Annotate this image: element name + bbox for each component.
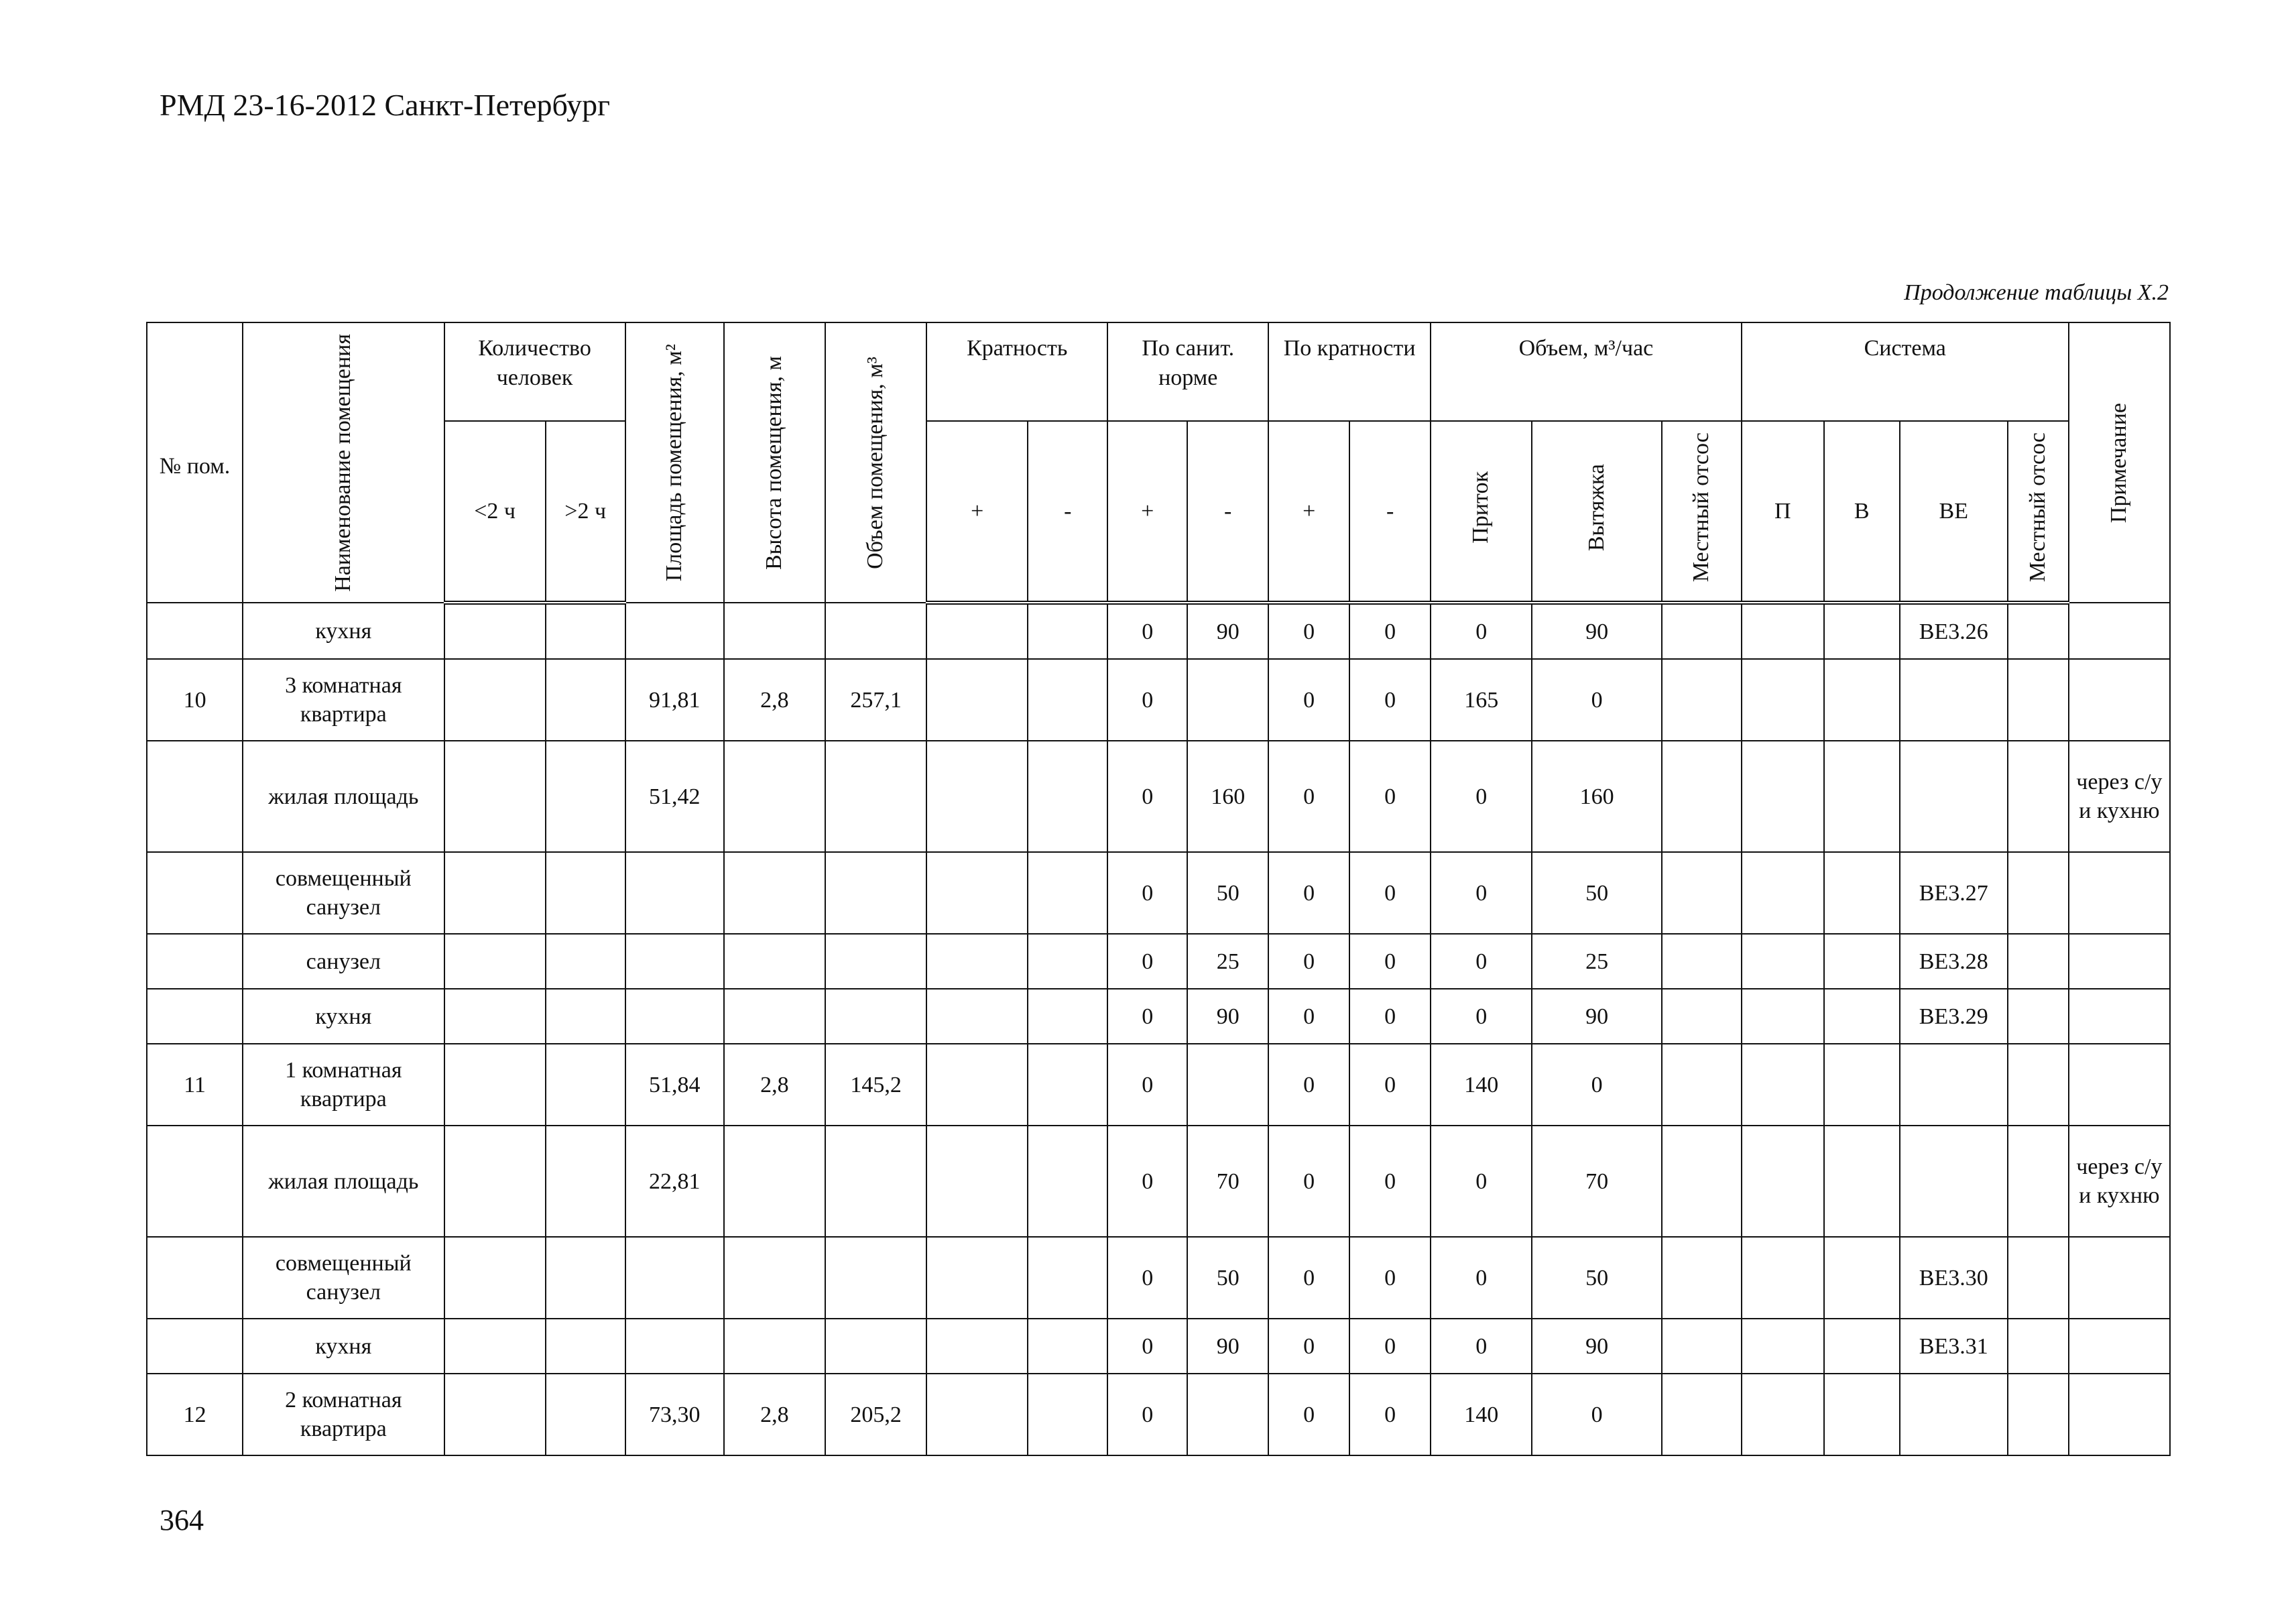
table-header	[147, 322, 2170, 603]
system-p-cell	[1742, 1126, 1824, 1237]
bymult-plus-cell: 0	[1268, 603, 1349, 659]
bymult-plus-cell: 0	[1268, 1126, 1349, 1237]
inflow-cell: 140	[1431, 1374, 1532, 1455]
area-cell: 73,30	[625, 1374, 724, 1455]
people-lt2-cell	[444, 934, 546, 989]
system-ve-cell	[1900, 1374, 2008, 1455]
note-cell	[2069, 1237, 2170, 1319]
system-local-cell	[2008, 989, 2069, 1044]
room-number-cell	[147, 1237, 243, 1319]
local-exhaust-cell	[1662, 603, 1742, 659]
room-number-cell: 11	[147, 1044, 243, 1126]
system-p-cell	[1742, 1319, 1824, 1374]
note-cell	[2069, 603, 2170, 659]
area-cell	[625, 934, 724, 989]
people-gt2-cell	[546, 659, 625, 741]
bymult-plus-cell: 0	[1268, 989, 1349, 1044]
mult-plus-cell	[926, 1237, 1028, 1319]
mult-minus-cell	[1028, 852, 1107, 934]
table-row	[147, 603, 2170, 659]
mult-plus-cell	[926, 603, 1028, 659]
note-cell	[2069, 1374, 2170, 1455]
area-cell	[625, 603, 724, 659]
bymult-minus-cell: 0	[1349, 659, 1431, 741]
exhaust-cell: 70	[1532, 1126, 1662, 1237]
system-ve-cell	[1900, 741, 2008, 852]
local-exhaust-cell	[1662, 852, 1742, 934]
table-row	[147, 852, 2170, 934]
bymult-plus-cell: 0	[1268, 659, 1349, 741]
system-local-cell	[2008, 1126, 2069, 1237]
inflow-cell: 0	[1431, 934, 1532, 989]
san-plus-cell: 0	[1107, 1126, 1187, 1237]
volume-cell	[825, 1319, 926, 1374]
system-v-cell	[1824, 852, 1900, 934]
exhaust-cell: 50	[1532, 852, 1662, 934]
people-lt2-cell	[444, 1044, 546, 1126]
san-minus-cell: 90	[1187, 603, 1268, 659]
san-minus-cell	[1187, 1044, 1268, 1126]
exhaust-cell: 90	[1532, 989, 1662, 1044]
local-exhaust-cell	[1662, 1319, 1742, 1374]
bymult-minus-cell: 0	[1349, 1374, 1431, 1455]
bymult-minus-cell: 0	[1349, 741, 1431, 852]
system-v-cell	[1824, 741, 1900, 852]
table-row	[147, 1374, 2170, 1455]
system-v-cell	[1824, 1319, 1900, 1374]
system-local-cell	[2008, 1374, 2069, 1455]
header-local-exhaust: Местный отсос	[1662, 421, 1742, 603]
people-lt2-cell	[444, 741, 546, 852]
height-cell	[724, 1319, 825, 1374]
san-minus-cell: 90	[1187, 989, 1268, 1044]
san-plus-cell: 0	[1107, 1237, 1187, 1319]
table-row	[147, 934, 2170, 989]
system-v-cell	[1824, 934, 1900, 989]
room-number-cell	[147, 852, 243, 934]
san-minus-cell: 90	[1187, 1319, 1268, 1374]
exhaust-cell: 25	[1532, 934, 1662, 989]
area-cell: 51,84	[625, 1044, 724, 1126]
mult-minus-cell	[1028, 1237, 1107, 1319]
inflow-cell: 0	[1431, 1319, 1532, 1374]
system-ve-cell	[1900, 1044, 2008, 1126]
volume-cell: 257,1	[825, 659, 926, 741]
room-name-cell: кухня	[243, 603, 444, 659]
people-gt2-cell	[546, 1237, 625, 1319]
local-exhaust-cell	[1662, 1044, 1742, 1126]
people-gt2-cell	[546, 1126, 625, 1237]
mult-plus-cell	[926, 659, 1028, 741]
header-room-name: Наименование помещения	[243, 322, 444, 603]
san-plus-cell: 0	[1107, 659, 1187, 741]
bymult-plus-cell: 0	[1268, 852, 1349, 934]
volume-cell	[825, 1237, 926, 1319]
mult-plus-cell	[926, 1374, 1028, 1455]
inflow-cell: 165	[1431, 659, 1532, 741]
bymult-minus-cell: 0	[1349, 1319, 1431, 1374]
table-continuation-caption: Продолжение таблицы X.2	[1904, 280, 2169, 305]
people-gt2-cell	[546, 741, 625, 852]
system-p-cell	[1742, 852, 1824, 934]
system-p-cell	[1742, 989, 1824, 1044]
table-row	[147, 989, 2170, 1044]
system-local-cell	[2008, 741, 2069, 852]
header-inflow: Приток	[1431, 421, 1532, 603]
inflow-cell: 0	[1431, 1126, 1532, 1237]
header-air-volume: Объем, м³/час	[1431, 322, 1742, 421]
mult-minus-cell	[1028, 934, 1107, 989]
table-row	[147, 1126, 2170, 1237]
exhaust-cell: 0	[1532, 659, 1662, 741]
san-minus-cell	[1187, 659, 1268, 741]
people-lt2-cell	[444, 852, 546, 934]
mult-minus-cell	[1028, 989, 1107, 1044]
local-exhaust-cell	[1662, 659, 1742, 741]
bymult-plus-cell: 0	[1268, 1044, 1349, 1126]
height-cell	[724, 741, 825, 852]
header-people-lt2: <2 ч	[444, 421, 546, 603]
people-lt2-cell	[444, 1126, 546, 1237]
mult-minus-cell	[1028, 741, 1107, 852]
system-p-cell	[1742, 1374, 1824, 1455]
volume-cell	[825, 989, 926, 1044]
note-cell: через с/у и кухню	[2069, 741, 2170, 852]
people-lt2-cell	[444, 603, 546, 659]
room-number-cell	[147, 934, 243, 989]
room-name-cell: 1 комнатная квартира	[243, 1044, 444, 1126]
system-local-cell	[2008, 659, 2069, 741]
san-plus-cell: 0	[1107, 1319, 1187, 1374]
exhaust-cell: 90	[1532, 1319, 1662, 1374]
bymult-minus-cell: 0	[1349, 989, 1431, 1044]
system-p-cell	[1742, 741, 1824, 852]
local-exhaust-cell	[1662, 741, 1742, 852]
exhaust-cell: 0	[1532, 1374, 1662, 1455]
height-cell	[724, 1237, 825, 1319]
mult-minus-cell	[1028, 1126, 1107, 1237]
room-name-cell: кухня	[243, 1319, 444, 1374]
area-cell: 51,42	[625, 741, 724, 852]
san-plus-cell: 0	[1107, 852, 1187, 934]
system-local-cell	[2008, 934, 2069, 989]
header-mult-minus: -	[1028, 421, 1107, 603]
note-cell	[2069, 659, 2170, 741]
room-number-cell	[147, 603, 243, 659]
room-number-cell: 12	[147, 1374, 243, 1455]
bymult-plus-cell: 0	[1268, 1237, 1349, 1319]
header-mult-plus: +	[926, 421, 1028, 603]
room-number-cell	[147, 1126, 243, 1237]
exhaust-cell: 50	[1532, 1237, 1662, 1319]
system-local-cell	[2008, 1319, 2069, 1374]
system-v-cell	[1824, 603, 1900, 659]
mult-minus-cell	[1028, 1374, 1107, 1455]
system-local-cell	[2008, 1044, 2069, 1126]
system-v-cell	[1824, 1044, 1900, 1126]
header-bymult-plus: +	[1268, 421, 1349, 603]
local-exhaust-cell	[1662, 989, 1742, 1044]
bymult-plus-cell: 0	[1268, 1374, 1349, 1455]
system-v-cell	[1824, 1126, 1900, 1237]
system-v-cell	[1824, 1374, 1900, 1455]
note-cell	[2069, 852, 2170, 934]
bymult-minus-cell: 0	[1349, 852, 1431, 934]
san-minus-cell: 50	[1187, 1237, 1268, 1319]
people-gt2-cell	[546, 1319, 625, 1374]
bymult-minus-cell: 0	[1349, 603, 1431, 659]
mult-minus-cell	[1028, 603, 1107, 659]
mult-minus-cell	[1028, 1044, 1107, 1126]
note-cell	[2069, 1044, 2170, 1126]
page-number: 364	[160, 1504, 204, 1537]
volume-cell	[825, 934, 926, 989]
people-gt2-cell	[546, 1044, 625, 1126]
mult-plus-cell	[926, 989, 1028, 1044]
bymult-plus-cell: 0	[1268, 934, 1349, 989]
area-cell: 22,81	[625, 1126, 724, 1237]
people-lt2-cell	[444, 989, 546, 1044]
people-lt2-cell	[444, 659, 546, 741]
bymult-minus-cell: 0	[1349, 934, 1431, 989]
ventilation-table	[146, 322, 2171, 1456]
system-v-cell	[1824, 989, 1900, 1044]
header-by-multiplicity: По кратности	[1268, 322, 1431, 421]
header-exhaust: Вытяжка	[1532, 421, 1662, 603]
system-p-cell	[1742, 1237, 1824, 1319]
table-body	[147, 603, 2170, 1455]
header-san-plus: +	[1107, 421, 1187, 603]
people-gt2-cell	[546, 852, 625, 934]
area-cell: 91,81	[625, 659, 724, 741]
height-cell: 2,8	[724, 659, 825, 741]
people-gt2-cell	[546, 603, 625, 659]
local-exhaust-cell	[1662, 1237, 1742, 1319]
room-number-cell: 10	[147, 659, 243, 741]
header-system-v: В	[1824, 421, 1900, 603]
header-system-ve: ВЕ	[1900, 421, 2008, 603]
note-cell	[2069, 989, 2170, 1044]
san-plus-cell: 0	[1107, 741, 1187, 852]
san-plus-cell: 0	[1107, 934, 1187, 989]
people-gt2-cell	[546, 1374, 625, 1455]
inflow-cell: 140	[1431, 1044, 1532, 1126]
table-row	[147, 741, 2170, 852]
bymult-minus-cell: 0	[1349, 1044, 1431, 1126]
bymult-plus-cell: 0	[1268, 741, 1349, 852]
san-minus-cell: 25	[1187, 934, 1268, 989]
room-name-cell: жилая площадь	[243, 1126, 444, 1237]
san-minus-cell: 50	[1187, 852, 1268, 934]
system-ve-cell: ВЕ3.26	[1900, 603, 2008, 659]
san-minus-cell: 160	[1187, 741, 1268, 852]
system-ve-cell	[1900, 1126, 2008, 1237]
volume-cell	[825, 1126, 926, 1237]
header-people-gt2: >2 ч	[546, 421, 625, 603]
bymult-minus-cell: 0	[1349, 1126, 1431, 1237]
local-exhaust-cell	[1662, 1126, 1742, 1237]
people-gt2-cell	[546, 934, 625, 989]
inflow-cell: 0	[1431, 603, 1532, 659]
header-people-count: Количество человек	[444, 322, 625, 421]
volume-cell: 145,2	[825, 1044, 926, 1126]
volume-cell	[825, 741, 926, 852]
people-lt2-cell	[444, 1319, 546, 1374]
mult-plus-cell	[926, 1044, 1028, 1126]
inflow-cell: 0	[1431, 1237, 1532, 1319]
system-p-cell	[1742, 1044, 1824, 1126]
height-cell	[724, 603, 825, 659]
room-number-cell	[147, 1319, 243, 1374]
area-cell	[625, 1319, 724, 1374]
table-row	[147, 1319, 2170, 1374]
table-row	[147, 1044, 2170, 1126]
room-name-cell: совмещенный санузел	[243, 1237, 444, 1319]
system-local-cell	[2008, 852, 2069, 934]
note-cell	[2069, 934, 2170, 989]
system-ve-cell	[1900, 659, 2008, 741]
room-name-cell: жилая площадь	[243, 741, 444, 852]
table-row	[147, 659, 2170, 741]
header-system-local: Местный отсос	[2008, 421, 2069, 603]
area-cell	[625, 1237, 724, 1319]
header-volume: Объем помещения, м³	[825, 322, 926, 603]
mult-minus-cell	[1028, 1319, 1107, 1374]
header-height: Высота помещения, м	[724, 322, 825, 603]
san-plus-cell: 0	[1107, 989, 1187, 1044]
area-cell	[625, 989, 724, 1044]
system-local-cell	[2008, 603, 2069, 659]
system-local-cell	[2008, 1237, 2069, 1319]
system-ve-cell: ВЕ3.27	[1900, 852, 2008, 934]
room-name-cell: 3 комнатная квартира	[243, 659, 444, 741]
system-v-cell	[1824, 659, 1900, 741]
mult-plus-cell	[926, 741, 1028, 852]
system-ve-cell: ВЕ3.31	[1900, 1319, 2008, 1374]
san-minus-cell	[1187, 1374, 1268, 1455]
san-minus-cell: 70	[1187, 1126, 1268, 1237]
height-cell	[724, 852, 825, 934]
header-san-minus: -	[1187, 421, 1268, 603]
san-plus-cell: 0	[1107, 1374, 1187, 1455]
exhaust-cell: 90	[1532, 603, 1662, 659]
inflow-cell: 0	[1431, 852, 1532, 934]
system-ve-cell: ВЕ3.29	[1900, 989, 2008, 1044]
height-cell: 2,8	[724, 1044, 825, 1126]
system-v-cell	[1824, 1237, 1900, 1319]
system-ve-cell: ВЕ3.28	[1900, 934, 2008, 989]
volume-cell: 205,2	[825, 1374, 926, 1455]
system-p-cell	[1742, 934, 1824, 989]
height-cell	[724, 934, 825, 989]
volume-cell	[825, 603, 926, 659]
header-system: Система	[1742, 322, 2069, 421]
exhaust-cell: 0	[1532, 1044, 1662, 1126]
header-room-number: № пом.	[147, 322, 243, 603]
people-lt2-cell	[444, 1374, 546, 1455]
local-exhaust-cell	[1662, 1374, 1742, 1455]
header-sanitary-norm: По санит. норме	[1107, 322, 1268, 421]
mult-plus-cell	[926, 852, 1028, 934]
san-plus-cell: 0	[1107, 1044, 1187, 1126]
bymult-plus-cell: 0	[1268, 1319, 1349, 1374]
exhaust-cell: 160	[1532, 741, 1662, 852]
room-name-cell: санузел	[243, 934, 444, 989]
inflow-cell: 0	[1431, 989, 1532, 1044]
system-p-cell	[1742, 659, 1824, 741]
room-name-cell: кухня	[243, 989, 444, 1044]
mult-plus-cell	[926, 1126, 1028, 1237]
table-row	[147, 1237, 2170, 1319]
people-lt2-cell	[444, 1237, 546, 1319]
inflow-cell: 0	[1431, 741, 1532, 852]
mult-plus-cell	[926, 934, 1028, 989]
local-exhaust-cell	[1662, 934, 1742, 989]
note-cell	[2069, 1319, 2170, 1374]
people-gt2-cell	[546, 989, 625, 1044]
volume-cell	[825, 852, 926, 934]
note-cell: через с/у и кухню	[2069, 1126, 2170, 1237]
header-system-p: П	[1742, 421, 1824, 603]
height-cell	[724, 989, 825, 1044]
header-bymult-minus: -	[1349, 421, 1431, 603]
height-cell	[724, 1126, 825, 1237]
mult-plus-cell	[926, 1319, 1028, 1374]
room-number-cell	[147, 741, 243, 852]
system-p-cell	[1742, 603, 1824, 659]
header-note: Примечание	[2069, 322, 2170, 603]
room-name-cell: 2 комнатная квартира	[243, 1374, 444, 1455]
system-ve-cell: ВЕ3.30	[1900, 1237, 2008, 1319]
mult-minus-cell	[1028, 659, 1107, 741]
height-cell: 2,8	[724, 1374, 825, 1455]
san-plus-cell: 0	[1107, 603, 1187, 659]
header-multiplicity: Кратность	[926, 322, 1107, 421]
document-title: РМД 23-16-2012 Санкт-Петербург	[160, 88, 611, 122]
area-cell	[625, 852, 724, 934]
room-number-cell	[147, 989, 243, 1044]
header-area: Площадь помещения, м²	[625, 322, 724, 603]
room-name-cell: совмещенный санузел	[243, 852, 444, 934]
bymult-minus-cell: 0	[1349, 1237, 1431, 1319]
